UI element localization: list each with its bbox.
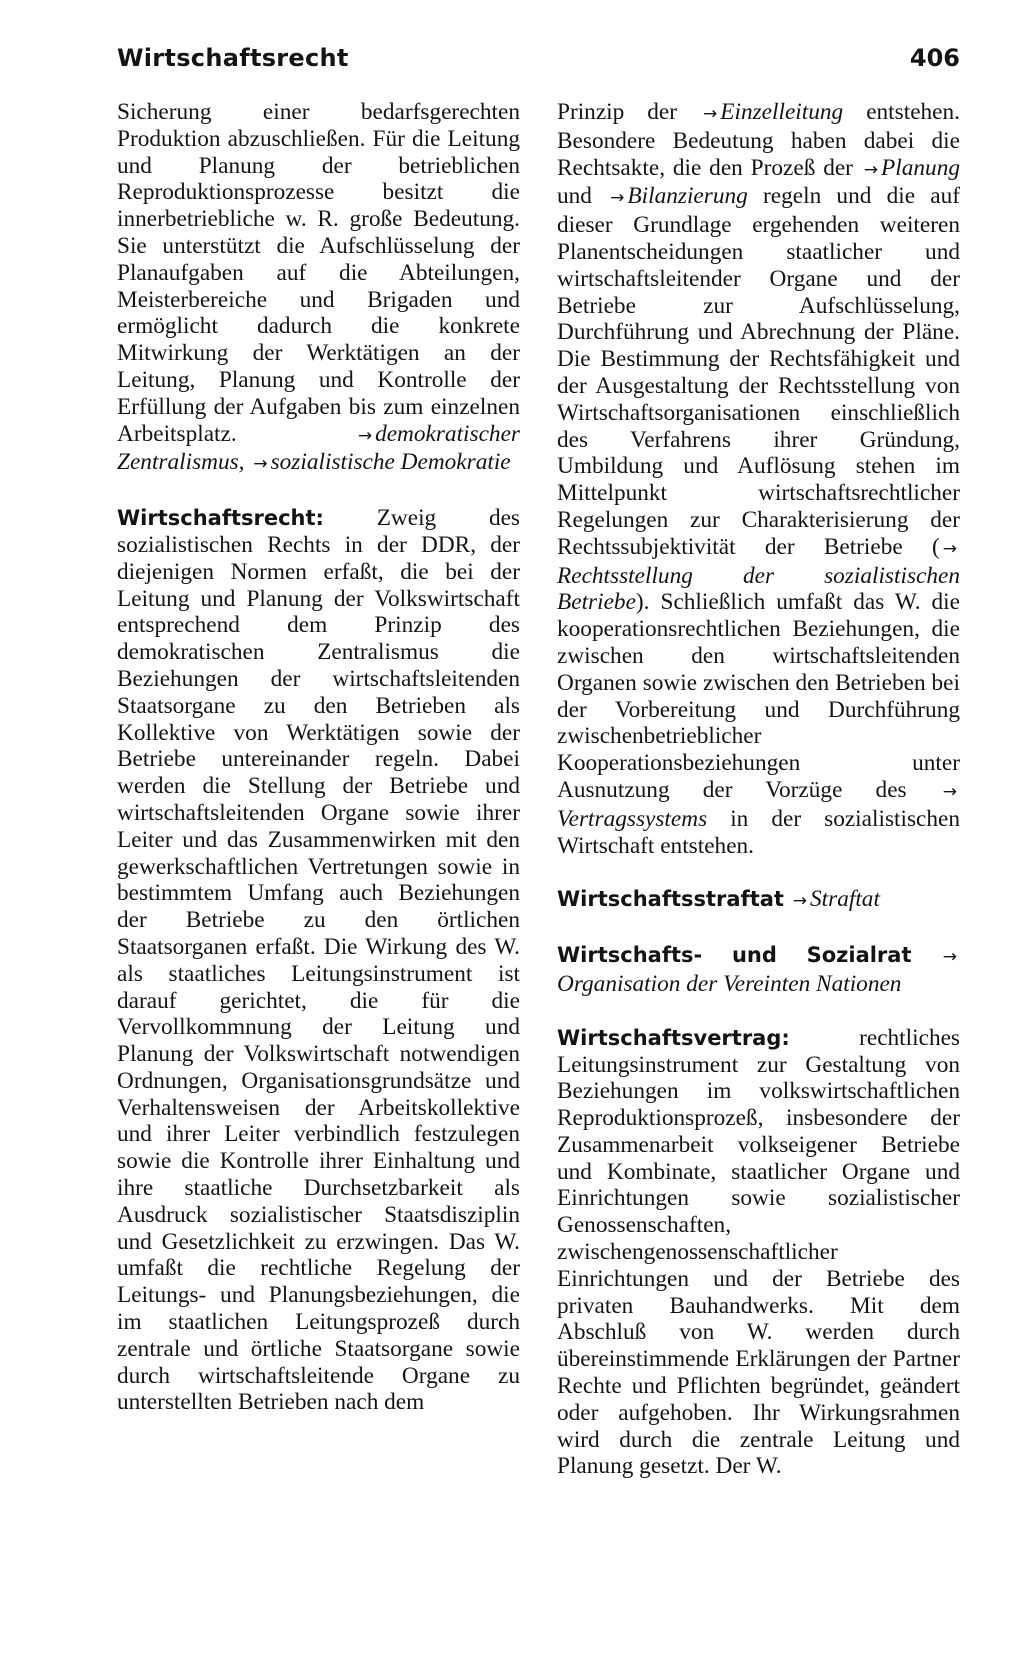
cross-reference-link[interactable]: demokratischer Zentralismus, <box>117 420 520 476</box>
entry-text: rechtliches Leitungsinstrument zur Gestaltung von Beziehungen im volkswirtschaftlichen Reproduktionsprozeß, insbesondere der Zusammenarbeit volkseigener Betriebe und Kombinate, staatlicher Organe und Einrichtungen sowie sozialistischer Genossenschaften, zwischengenossenschaftlicher Einrichtungen und der Betriebe des privaten Bauhandwerks. Mit dem Abschluß von W. werden durch übereinstimmende Erklärungen der Partner Rechte und Pflichten begründet, geändert oder aufgehoben. Ihr Wirkungsrahmen wird durch die zentrale Leitung und Planung gesetzt. Der W. <box>557 1024 960 1480</box>
body-text: regeln und die auf dieser Grundlage ergehenden weiteren Planentscheidungen staatlicher und wirtschaftsleitender Organe und der Betriebe zur Aufschlüsselung, Durchführung und Abrechnung der Pläne. Die Bestimmung der Rechtsfähigkeit und der Ausgestaltung der Rechtsstellung von Wirtschaftsorganisationen einschließlich des Verfahrens ihrer Gründung, Umbildung und Auflösung stehen im Mittelpunkt wirtschaftsrechtlicher Regelungen zur Charakterisierung der Rechtssubjektivität der Betriebe ( <box>557 183 961 560</box>
continuation-paragraph <box>117 99 520 478</box>
right-column <box>557 99 960 1480</box>
left-column <box>117 99 520 1416</box>
cross-reference-arrow-icon: → <box>610 188 625 209</box>
body-text: und <box>557 183 592 210</box>
entry-headword: Wirtschaftsstraftat <box>557 887 784 912</box>
continuation-paragraph <box>557 99 960 859</box>
cross-reference-arrow-icon: → <box>942 538 957 559</box>
entry-wirtschaftsstraftat <box>557 886 960 915</box>
body-text: ). Schließlich umfaßt das W. die kooperationsrechtlichen Beziehungen, die zwischen den wirtschaftsleitenden Organen sowie zwischen den Betrieben bei der Vorbereitung und Durchführung zwischenbetrieblicher Kooperationsbeziehungen unter Ausnutzung der Vorzüge des <box>557 589 960 803</box>
cross-reference-link[interactable]: sozialistische Demokratie <box>270 449 511 476</box>
running-header-title: Wirtschaftsrecht <box>117 44 349 72</box>
body-text: in der sozialistischen Wirtschaft entstehen. <box>557 805 960 859</box>
body-text: Prinzip der <box>557 99 678 125</box>
cross-reference-link[interactable]: Planung <box>881 154 960 181</box>
body-text: entstehen. Besondere Bedeutung haben dabei die Rechtsakte, die den Prozeß der <box>557 99 960 181</box>
cross-reference-link[interactable]: Einzelleitung <box>720 99 844 125</box>
entry-wirtschaftsrecht <box>117 505 520 1416</box>
entry-wirtschaftsvertrag <box>557 1025 960 1481</box>
entry-wirtschafts-und-sozialrat <box>557 942 960 998</box>
cross-reference-link[interactable]: Organisation der Vereinten Nationen <box>557 970 902 997</box>
cross-reference-arrow-icon: → <box>792 891 808 912</box>
entry-headword: Wirtschaftsrecht: <box>117 506 324 531</box>
cross-reference-arrow-icon: → <box>942 947 958 968</box>
entry-text: Zweig des sozialistischen Rechts in der DDR, der diejenigen Normen erfaßt, die bei der Leitung und Planung der Volkswirtschaft entsprechend dem Prinzip des demokratischen Zentralismus die Beziehungen der wirtschaftsleitenden Staatsorgane zu den Betrieben als Kollektive von Werktätigen sowie der Betriebe untereinander regeln. Dabei werden die Stellung der Betriebe und wirtschaftsleitenden Organe sowie ihrer Leiter und das Zusammenwirken mit den gewerkschaftlichen Vertretungen sowie in bestimmtem Umfang auch Beziehungen der Betriebe zu den örtlichen Staatsorganen erfaßt. Die Wirkung des W. als staatliches Leitungsinstrument ist darauf gerichtet, die für die Vervollkommnung der Leitung und Planung der Volkswirtschaft notwendigen Ordnungen, Organisationsgrundsätze und Verhaltensweisen der Arbeitskollektive und ihrer Leiter verbindlich festzulegen sowie die Kontrolle ihrer Einhaltung und ihre staatliche Durchsetzbarkeit als Ausdruck sozialistischer Staatsdisziplin und Gesetzlichkeit zu erzwingen. Das W. umfaßt die rechtliche Regelung der Leitungs- und Planungsbeziehungen, die im staatlichen Leitungsprozeß durch zentrale und örtliche Staatsorgane sowie durch wirtschaftsleitende Organe zu unterstellten Betrieben nach dem <box>117 505 520 1416</box>
cross-reference-link[interactable]: Vertragssystems <box>557 805 708 832</box>
continuation-text: Sicherung einer bedarfsgerechten Produktion abzuschließen. Für die Leitung und Planung der betrieblichen Reproduktionsprozesse besitzt die innerbetriebliche w. R. große Bedeutung. Sie unterstützt die Aufschlüsselung der Planaufgaben auf die Abteilungen, Meisterbereiche und Brigaden und ermöglicht dadurch die konkrete Mitwirkung der Werktätigen an der Leitung, Planung und Kontrolle der Erfüllung der Aufgaben bis zum einzelnen Arbeitsplatz. <box>117 99 520 447</box>
cross-reference-link[interactable]: Rechtsstellung der sozialistischen Betriebe <box>557 562 960 616</box>
cross-reference-arrow-icon: → <box>863 159 879 180</box>
cross-reference-link[interactable]: Straftat <box>810 886 880 913</box>
cross-reference-arrow-icon: → <box>253 454 268 475</box>
cross-reference-link[interactable]: Bilanzierung <box>627 183 748 210</box>
cross-reference-arrow-icon: → <box>357 425 373 446</box>
page-number: 406 <box>909 44 960 72</box>
cross-reference-arrow-icon: → <box>942 781 957 802</box>
entry-headword: Wirtschafts- und Sozialrat <box>557 943 912 968</box>
cross-reference-arrow-icon: → <box>703 104 718 124</box>
entry-headword: Wirtschaftsvertrag: <box>557 1025 790 1050</box>
